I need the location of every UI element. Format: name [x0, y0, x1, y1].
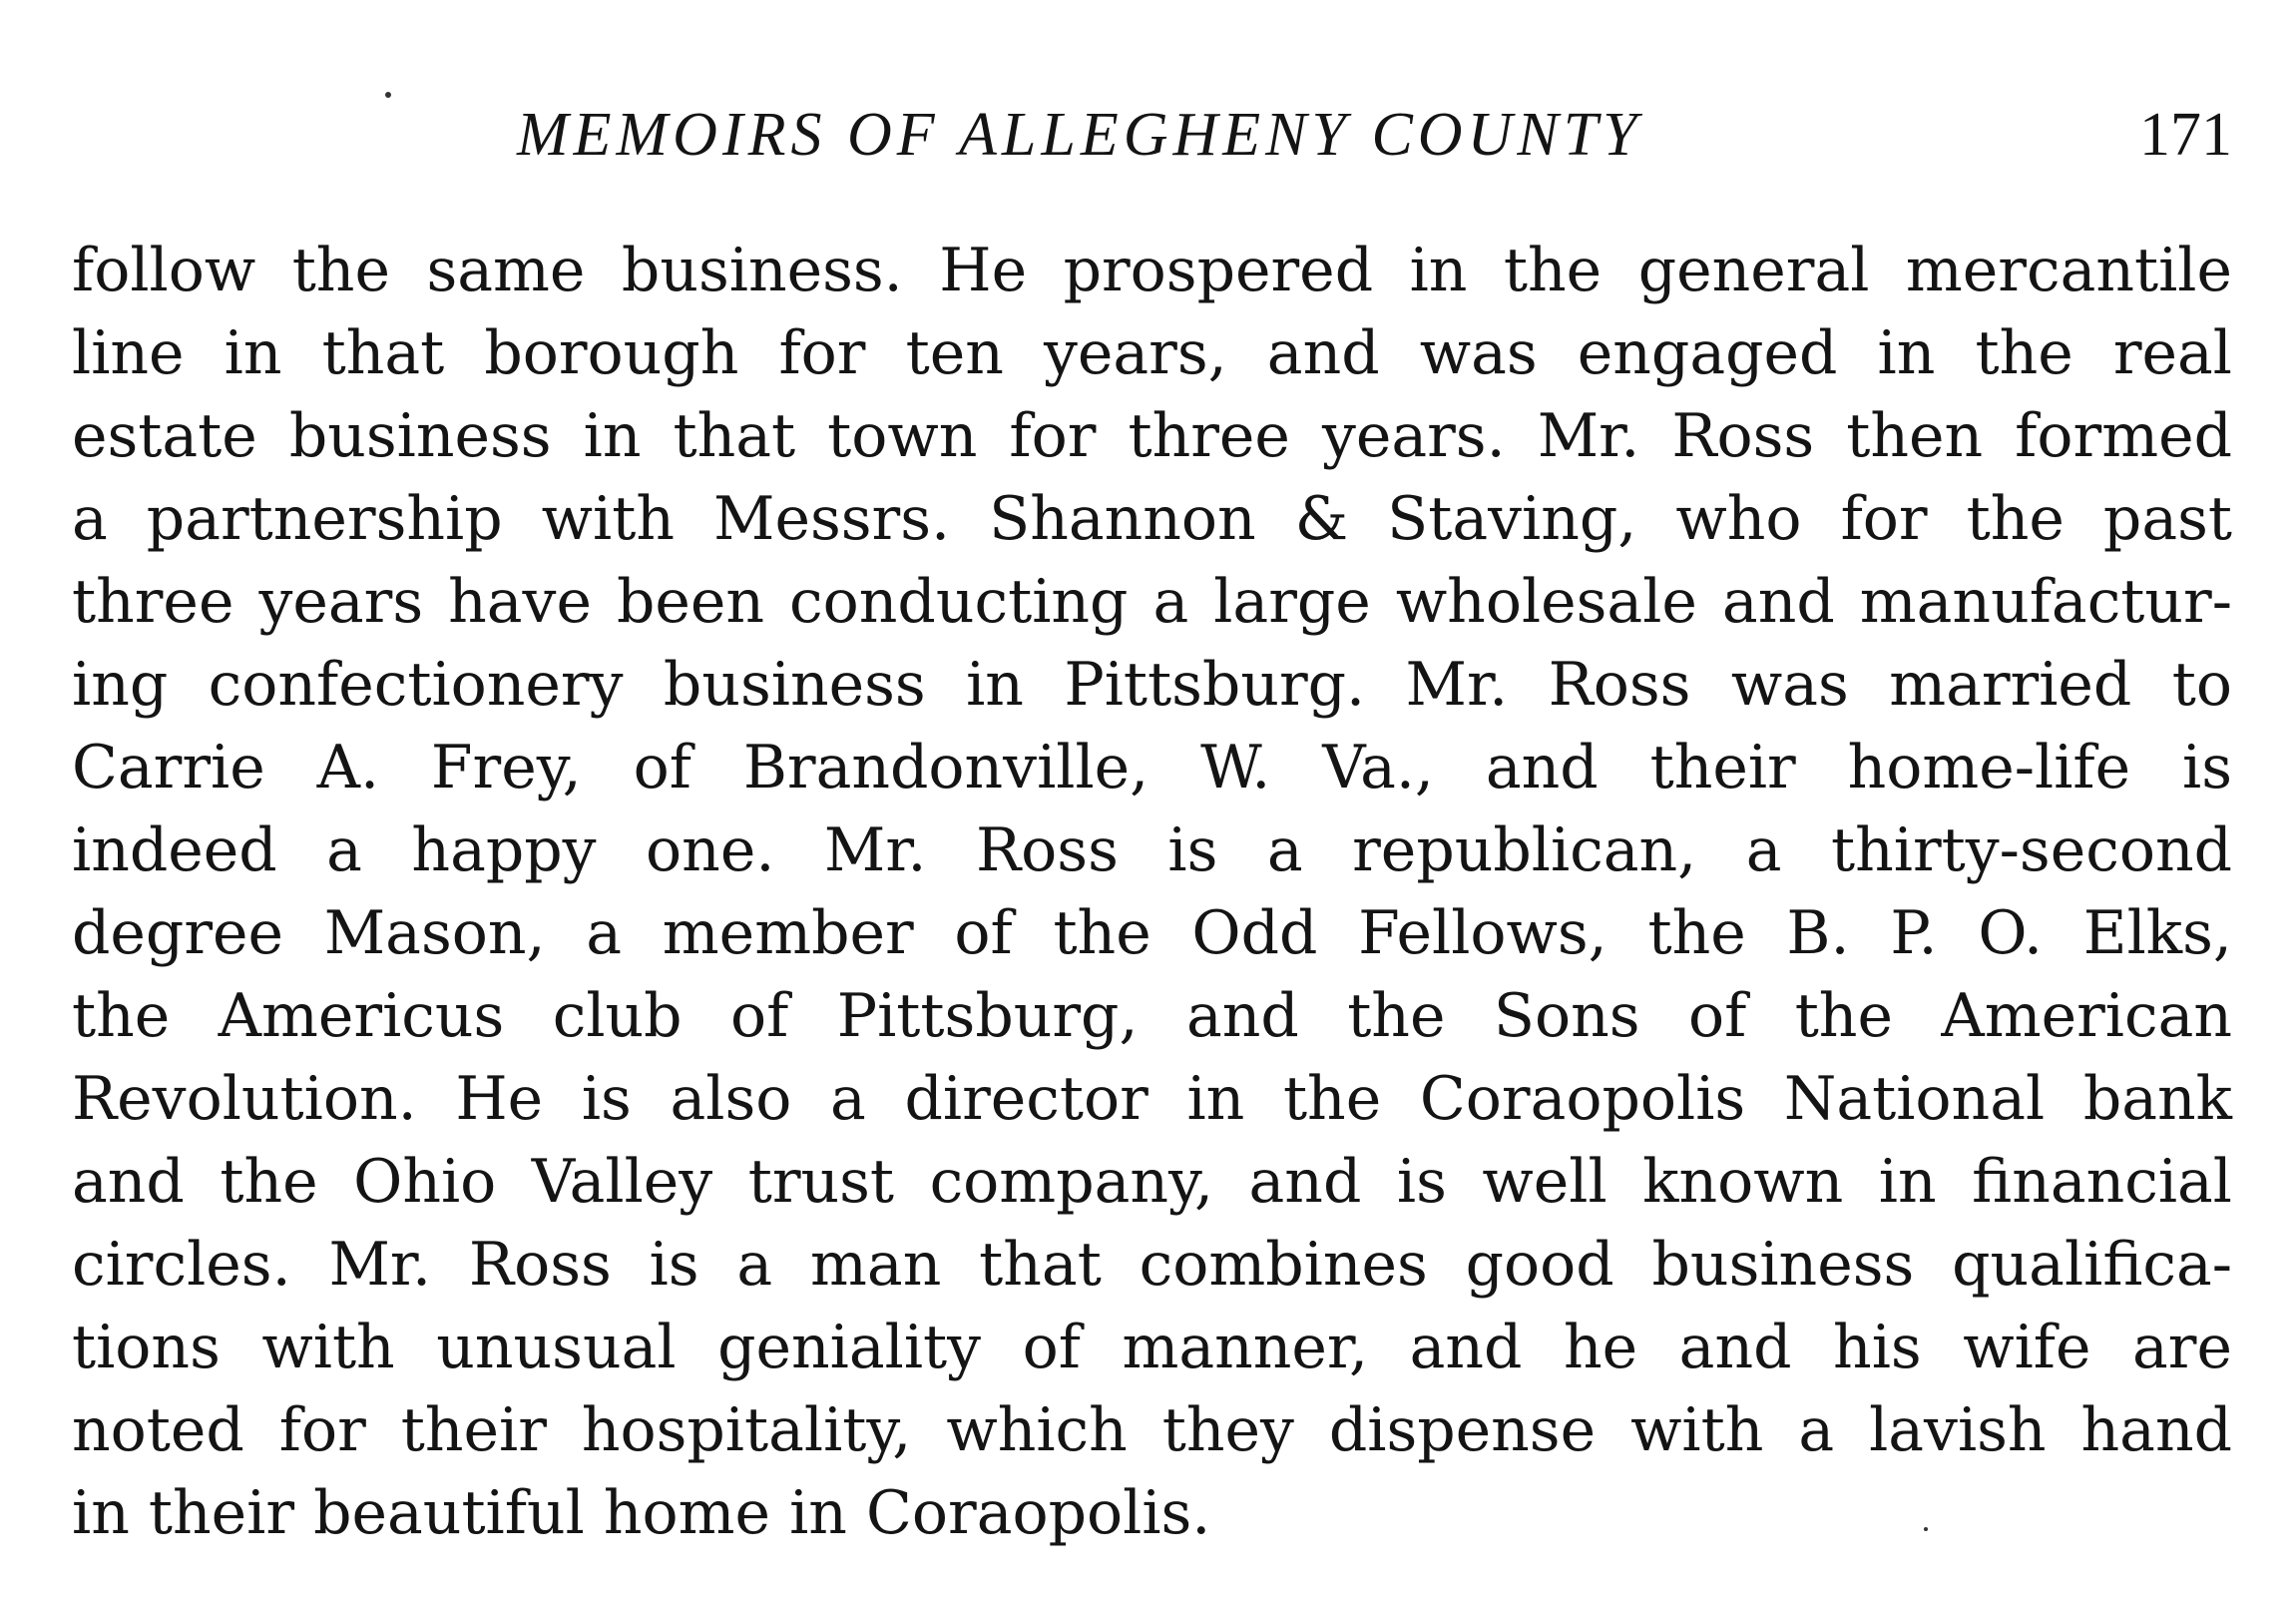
text-line: follow the same business. He prospered in the general mercantile	[72, 236, 2232, 305]
text-line: estate business in that town for three years. Mr. Ross then formed	[72, 401, 2232, 471]
text-line: in their beautiful home in Coraopolis.	[72, 1478, 1211, 1548]
text-line: circles. Mr. Ross is a man that combines good business qualifica-	[72, 1230, 2232, 1300]
text-line: ing confectionery business in Pittsburg. Mr. Ross was married to	[72, 650, 2232, 720]
text-line: Carrie A. Frey, of Brandonville, W. Va., and their home-life is	[72, 733, 2232, 803]
text-line: noted for their hospitality, which they dispense with a lavish hand	[72, 1395, 2232, 1465]
text-line: a partnership with Messrs. Shannon & Staving, who for the past	[72, 484, 2232, 554]
body-paragraph	[72, 230, 2232, 1555]
text-line: indeed a happy one. Mr. Ross is a republican, a thirty-second	[72, 815, 2232, 885]
text-line: line in that borough for ten years, and was engaged in the real	[72, 318, 2232, 388]
text-line: tions with unusual geniality of manner, and he and his wife are	[72, 1313, 2232, 1382]
page-number: 171	[2139, 101, 2232, 169]
running-title: MEMOIRS OF ALLEGHENY COUNTY	[517, 101, 1642, 169]
running-head	[0, 95, 2296, 175]
text-line: three years have been conducting a large wholesale and manufactur-	[72, 567, 2232, 637]
text-line: degree Mason, a member of the Odd Fellows, the B. P. O. Elks,	[72, 898, 2232, 968]
text-line: and the Ohio Valley trust company, and is well known in financial	[72, 1147, 2232, 1217]
text-line: the Americus club of Pittsburg, and the Sons of the American	[72, 981, 2232, 1051]
text-line: Revolution. He is also a director in the Coraopolis National bank	[72, 1064, 2232, 1134]
